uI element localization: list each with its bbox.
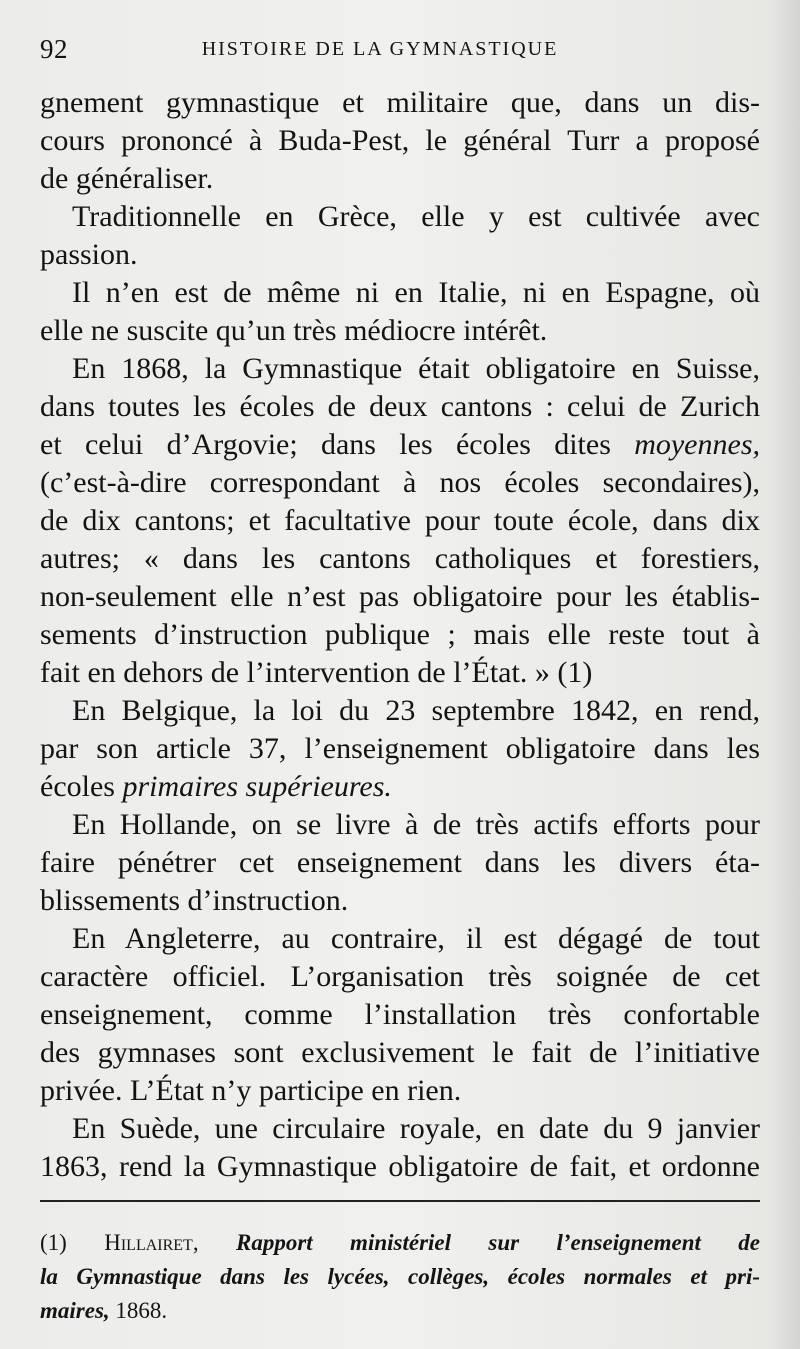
text-line: En 1868, la Gymnastique était obligatoire en Suisse, bbox=[72, 352, 760, 385]
page-edge-shadow bbox=[770, 0, 800, 1349]
text-line: En Belgique, la loi du 23 septembre 1842, en rend, bbox=[72, 694, 760, 727]
text-line: passion. bbox=[40, 238, 138, 271]
text-line: caractère officiel. L’organisation très soignée de cet bbox=[40, 960, 760, 993]
text-line: En Hollande, on se livre à de très actifs efforts pour bbox=[72, 808, 760, 841]
page-number: 92 bbox=[40, 34, 68, 64]
footnote-title: Rapport ministériel sur l’enseignement de bbox=[198, 1230, 760, 1255]
text-line: fait en dehors de l’intervention de l’État. » (1) bbox=[40, 656, 593, 689]
text-line: blissements d’instruction. bbox=[40, 884, 349, 917]
text-line: autres; « dans les cantons catholiques et forestiers, bbox=[40, 542, 760, 575]
text-line: de généraliser. bbox=[40, 162, 214, 195]
text-line: des gymnases sont exclusivement le fait de l’initiative bbox=[40, 1036, 760, 1069]
text-line: cours prononcé à Buda-Pest, le général Turr a proposé bbox=[40, 124, 760, 157]
text-line: non-seulement elle n’est pas obligatoire pour les établis- bbox=[40, 580, 760, 613]
text-line: Traditionnelle en Grèce, elle y est cultivée avec bbox=[72, 200, 760, 233]
footnote-year: 1868. bbox=[109, 1298, 168, 1323]
italic-text: primaires supérieures. bbox=[122, 770, 392, 803]
footnote-author: Hillairet, bbox=[104, 1230, 199, 1255]
text-line: enseignement, comme l’installation très confortable bbox=[40, 998, 760, 1031]
footnote-title: maires, bbox=[40, 1298, 110, 1323]
footnote-marker: (1) bbox=[40, 1230, 105, 1255]
body-text bbox=[40, 84, 760, 1186]
text-line: par son article 37, l’enseignement obligatoire dans les bbox=[40, 732, 760, 765]
footnote-line bbox=[40, 1226, 760, 1260]
text-line: (c’est-à-dire correspondant à nos écoles secondaires), bbox=[40, 466, 760, 499]
text-line: 1863, rend la Gymnastique obligatoire de fait, et ordonne bbox=[40, 1150, 760, 1183]
text-line: faire pénétrer cet enseignement dans les divers éta- bbox=[40, 846, 760, 879]
text-line bbox=[40, 426, 760, 464]
footnote-line: la Gymnastique dans les lycées, collèges, écoles normales et pri- bbox=[40, 1264, 760, 1289]
text-span: écoles bbox=[40, 770, 123, 803]
text-span: et celui d’Argovie; dans les écoles dites bbox=[40, 428, 635, 461]
text-line: de dix cantons; et facultative pour toute école, dans dix bbox=[40, 504, 760, 537]
text-line: sements d’instruction publique ; mais elle reste tout à bbox=[40, 618, 760, 651]
footnote-line bbox=[40, 1294, 760, 1328]
footnote bbox=[40, 1226, 760, 1328]
text-line: En Angleterre, au contraire, il est dégagé de tout bbox=[72, 922, 760, 955]
italic-text: moyennes, bbox=[634, 428, 760, 461]
text-line: elle ne suscite qu’un très médiocre intérêt. bbox=[40, 314, 548, 347]
page-header bbox=[40, 34, 760, 74]
running-title: HISTOIRE DE LA GYMNASTIQUE bbox=[201, 38, 559, 60]
text-line: gnement gymnastique et militaire que, dans un dis- bbox=[40, 86, 760, 119]
text-line: privée. L’État n’y participe en rien. bbox=[40, 1074, 462, 1107]
text-line: dans toutes les écoles de deux cantons : celui de Zurich bbox=[40, 390, 760, 423]
text-line: En Suède, une circulaire royale, en date du 9 janvier bbox=[72, 1112, 760, 1145]
text-line: Il n’en est de même ni en Italie, ni en Espagne, où bbox=[72, 276, 760, 309]
text-line bbox=[40, 768, 760, 806]
footnote-divider bbox=[40, 1200, 760, 1202]
